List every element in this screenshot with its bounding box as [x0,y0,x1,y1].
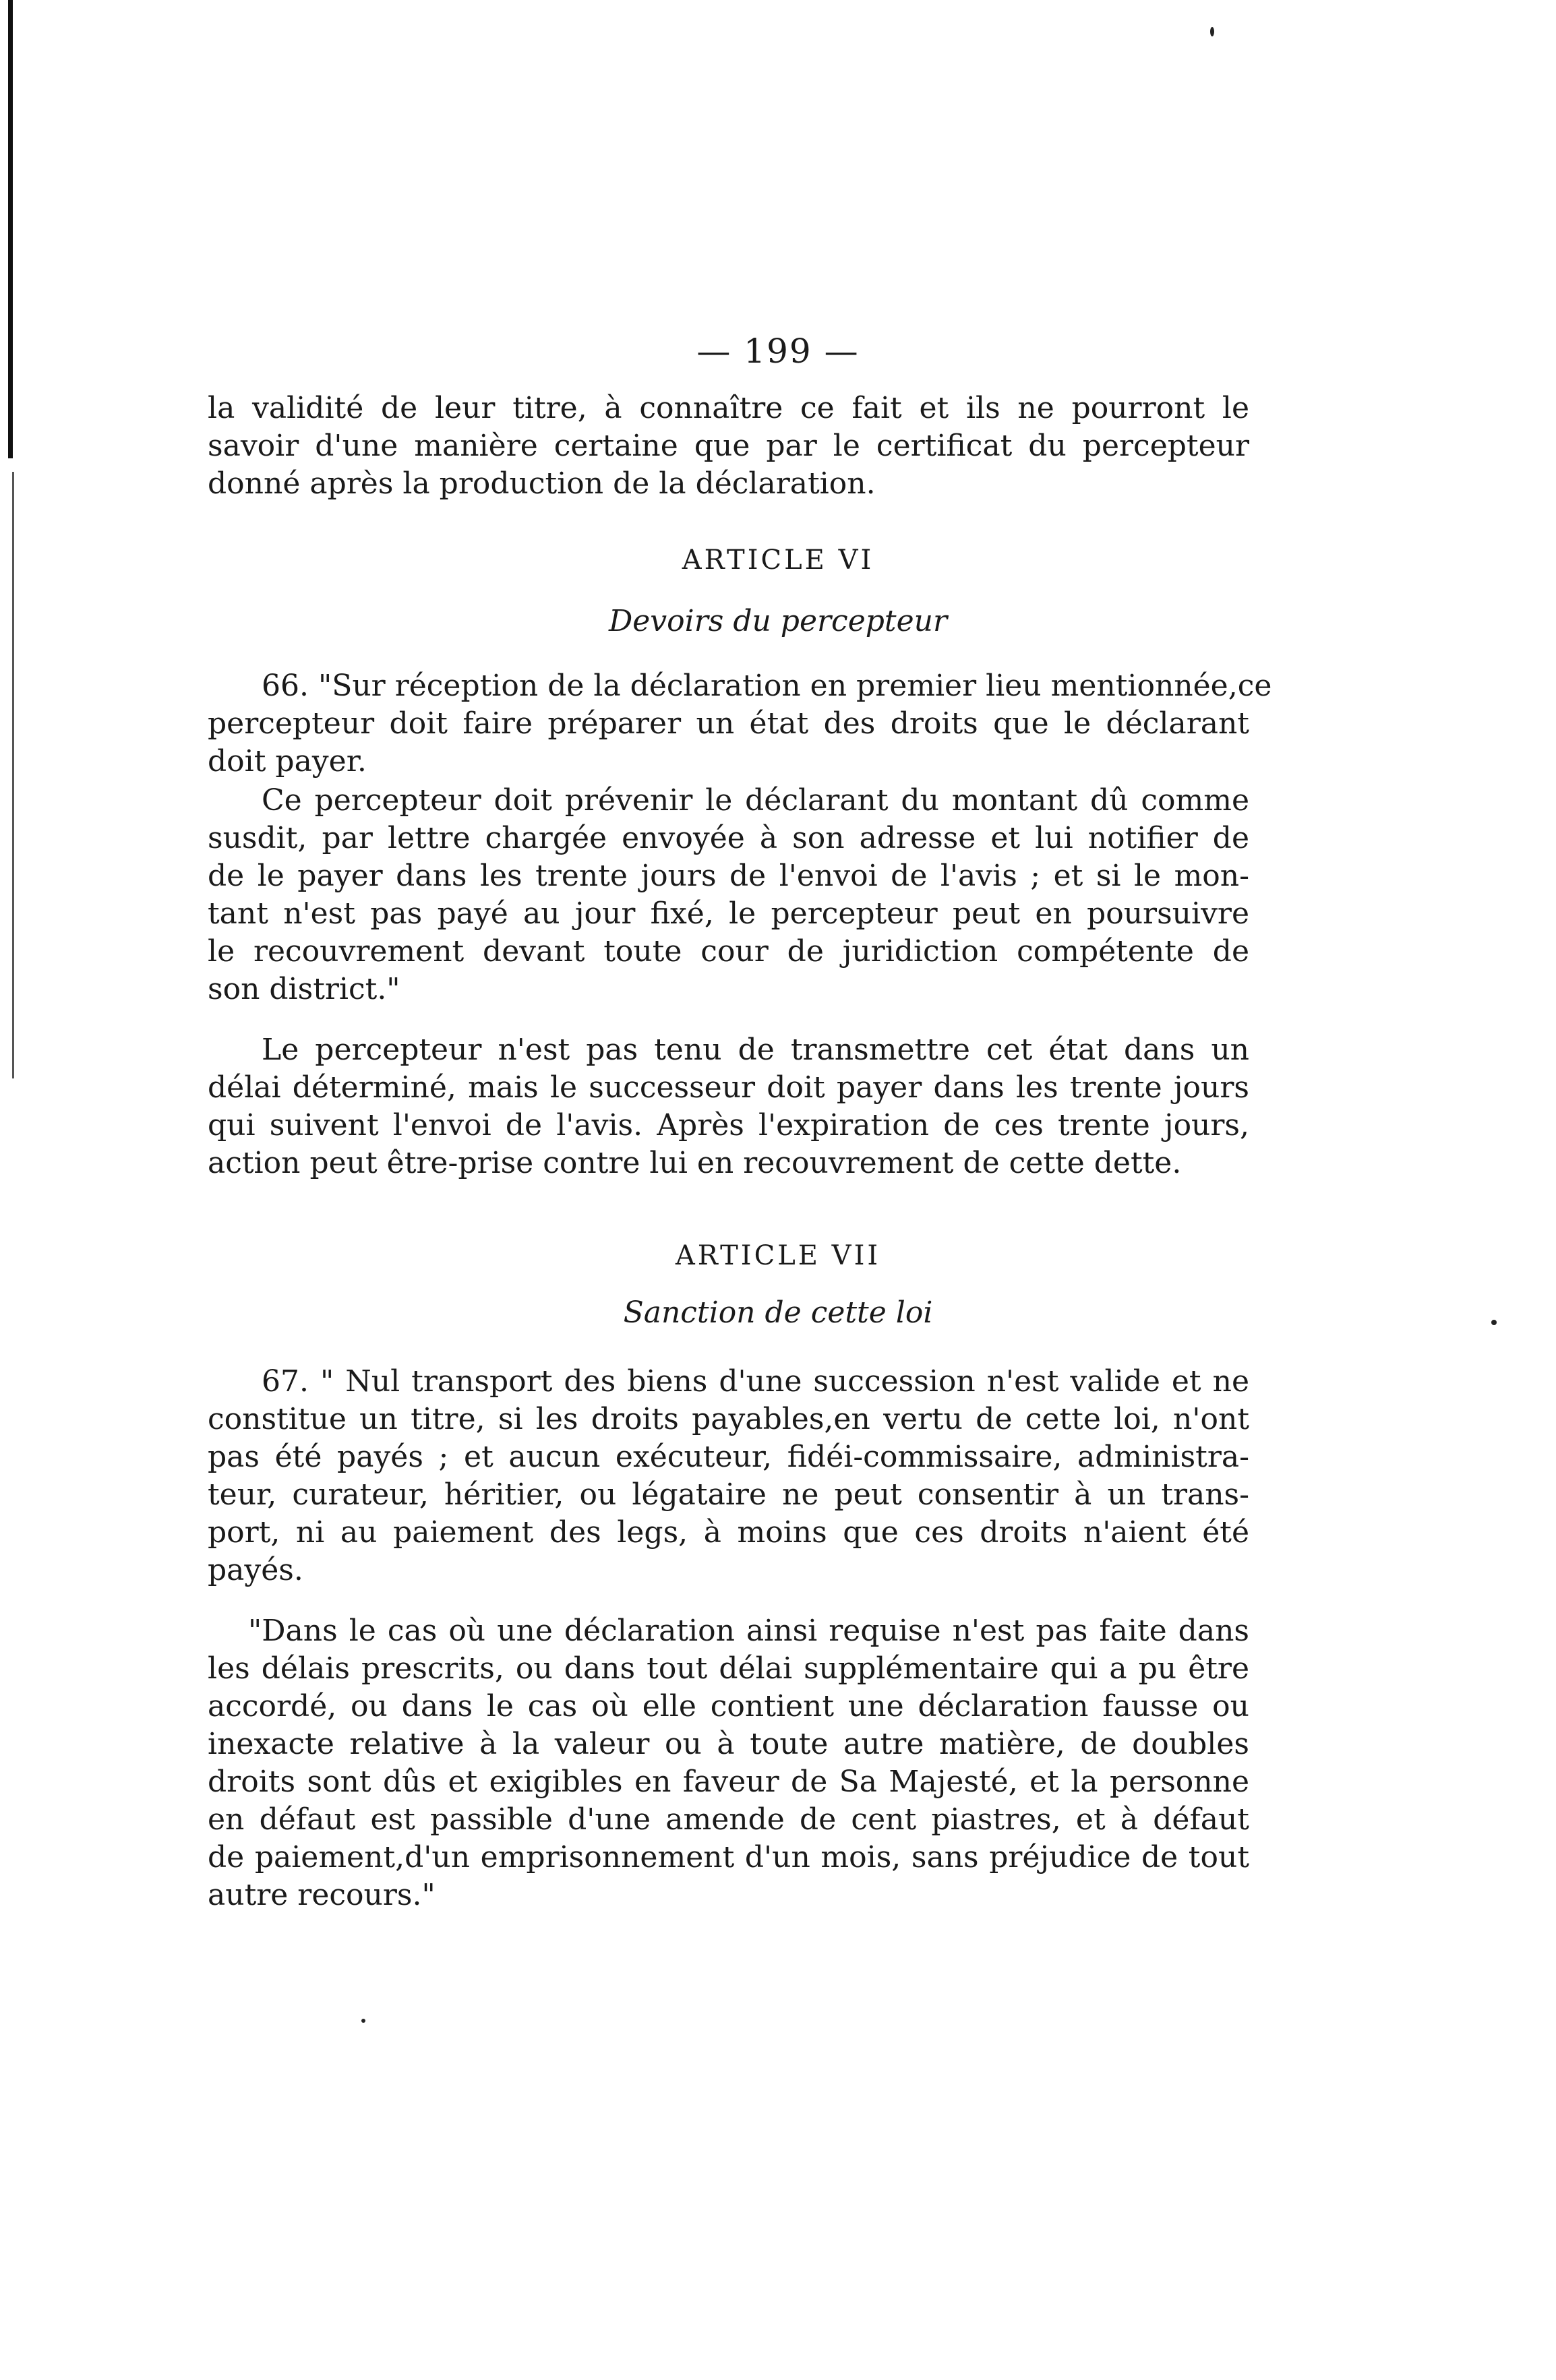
text-line: de le payer dans les trente jours de l'envoi de l'avis ; et si le mon- [208,859,1249,893]
text-line: Ce percepteur doit prévenir le déclarant du montant dû comme [262,783,1249,818]
paragraph-66-c [208,1031,1249,1182]
text-line: en défaut est passible d'une amende de cent piastres, et à défaut [208,1802,1249,1837]
text-line: accordé, ou dans le cas où elle contient une déclaration fausse ou [208,1689,1249,1723]
scan-speck [1210,27,1214,36]
article-vi-heading: ARTICLE VI [682,545,874,576]
paragraph-66-b [208,782,1249,1008]
scan-speck [361,2019,365,2023]
text-line: payés. [208,1553,303,1587]
text-line: les délais prescrits, ou dans tout délai supplémentaire qui a pu être [208,1651,1249,1686]
text-line: "Dans le cas où une déclaration ainsi requise n'est pas faite dans [248,1614,1249,1648]
text-line: le recouvrement devant toute cour de juridiction compétente de [208,934,1249,969]
text-line: constitue un titre, si les droits payables,en vertu de cette loi, n'ont [208,1402,1249,1436]
text-line: délai déterminé, mais le successeur doit payer dans les trente jours [208,1070,1249,1105]
text-line: doit payer. [208,744,367,779]
text-line: 66. "Sur réception de la déclaration en premier lieu mentionnée,ce [262,669,1272,703]
paragraph-67 [208,1363,1249,1589]
article-vii-subheading: Sanction de cette loi [623,1295,933,1330]
text-line: qui suivent l'envoi de l'avis. Après l'expiration de ces trente jours, [208,1108,1249,1142]
text-line: port, ni au paiement des legs, à moins que ces droits n'aient été [208,1515,1249,1550]
paragraph-66 [208,667,1272,781]
text-line: Le percepteur n'est pas tenu de transmettre cet état dans un [262,1033,1249,1067]
article-vii-heading: ARTICLE VII [675,1240,881,1271]
text-line: savoir d'une manière certaine que par le certificat du percepteur [208,429,1249,463]
article-vi-subheading: Devoirs du percepteur [608,604,947,638]
text-line: inexacte relative à la valeur ou à toute autre matière, de doubles [208,1727,1249,1761]
text-line: susdit, par lettre chargée envoyée à son adresse et lui notifier de [208,821,1249,855]
text-line: donné après la production de la déclaration. [208,466,876,501]
intro-paragraph [208,390,1249,503]
text-line: la validité de leur titre, à connaître ce fait et ils ne pourront le [208,391,1249,425]
text-line: droits sont dûs et exigibles en faveur de Sa Majesté, et la personne [208,1765,1249,1799]
text-line: percepteur doit faire préparer un état des droits que le déclarant [208,706,1249,741]
text-line: pas été payés ; et aucun exécuteur, fidéi-commissaire, administra- [208,1440,1249,1474]
text-line: de paiement,d'un emprisonnement d'un mois, sans préjudice de tout [208,1840,1249,1874]
text-line: teur, curateur, héritier, ou légataire ne peut consentir à un trans- [208,1477,1249,1512]
text-line: son district." [208,972,400,1006]
paragraph-67-b [208,1612,1249,1914]
text-line: 67. " Nul transport des biens d'une succession n'est valide et ne [262,1364,1249,1399]
text-line: action peut être-prise contre lui en recouvrement de cette dette. [208,1146,1182,1180]
page-number: — 199 — [696,332,860,371]
text-line: autre recours." [208,1878,436,1912]
scan-edge-shadow [8,0,13,458]
text-line: tant n'est pas payé au jour fixé, le percepteur peut en poursuivre [208,896,1249,931]
